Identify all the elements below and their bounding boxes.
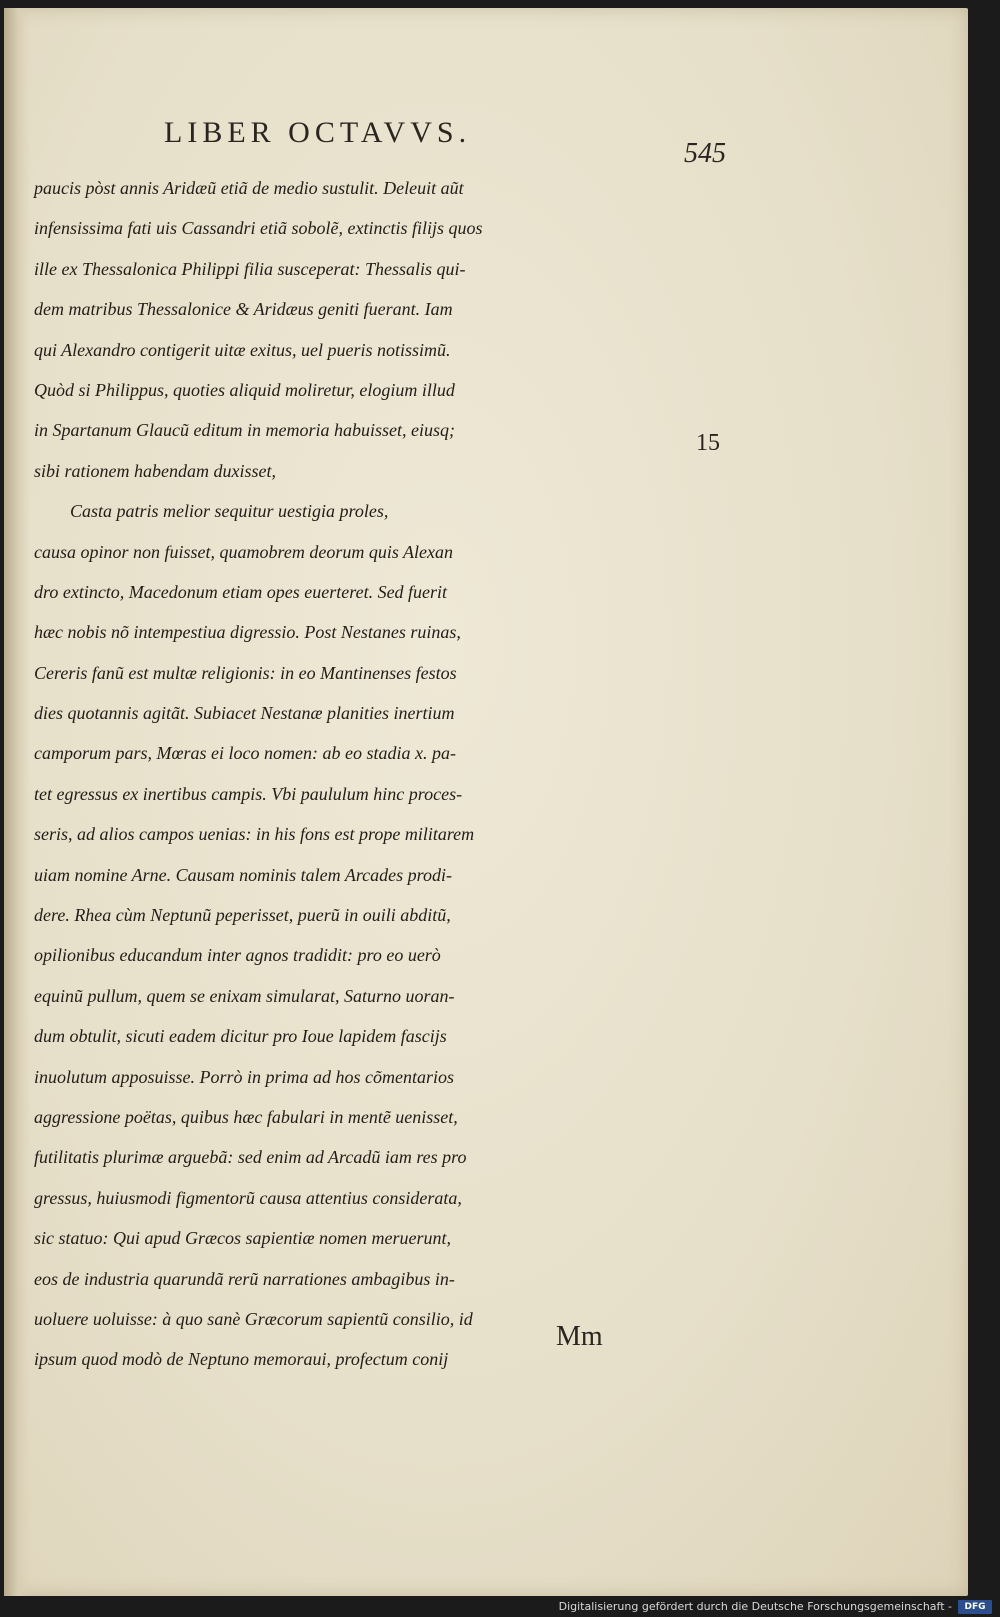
text-line: seris, ad alios campos uenias: in his fons est prope militarem — [34, 824, 475, 845]
text-line: aggressione poëtas, quibus hæc fabulari in mentẽ uenisset, — [34, 1106, 458, 1127]
text-line: dere. Rhea cùm Neptunũ peperisset, puerũ in ouili abditũ, — [34, 905, 451, 926]
text-line: gressus, huiusmodi figmentorũ causa attentius considerata, — [34, 1187, 462, 1208]
text-line: ipsum quod modò de Neptuno memoraui, profectum conij — [34, 1349, 449, 1370]
text-line: infensissima fati uis Cassandri etiã sobolẽ, extinctis filijs quos — [34, 218, 483, 239]
text-line: opilionibus educandum inter agnos tradidit: pro eo uerò — [34, 945, 441, 966]
text-line: Cereris fanũ est multæ religionis: in eo Mantinenses festos — [34, 662, 457, 683]
page-gutter-shadow — [4, 8, 30, 1596]
margin-line-number: 15 — [696, 430, 720, 456]
page-number: 545 — [684, 138, 726, 169]
funding-credit: Digitalisierung gefördert durch die Deutsche Forschungsgemeinschaft - — [558, 1600, 952, 1613]
body-text — [34, 168, 754, 1380]
text-line: sic statuo: Qui apud Græcos sapientiæ nomen meruerunt, — [34, 1228, 451, 1249]
text-line: eos de industria quarundã rerũ narrationes ambagibus in- — [34, 1268, 455, 1289]
text-line: dum obtulit, sicuti eadem dicitur pro Ioue lapidem fascijs — [34, 1026, 447, 1047]
text-line: uoluere uoluisse: à quo sanè Græcorum sapientũ consilio, id — [34, 1308, 473, 1329]
dfg-logo-icon: DFG — [958, 1600, 992, 1614]
text-line: inuolutum apposuisse. Porrò in prima ad hos cõmentarios — [34, 1066, 455, 1087]
text-line: paucis pòst annis Aridæũ etiã de medio sustulit. Deleuit aũt — [34, 178, 464, 198]
text-line: causa opinor non fuisset, quamobrem deorum quis Alexan — [34, 541, 453, 562]
text-line: camporum pars, Mœras ei loco nomen: ab eo stadia x. pa- — [34, 743, 456, 764]
text-line: futilitatis plurimæ arguebã: sed enim ad Arcadũ iam res pro — [34, 1147, 467, 1168]
digitization-footer — [0, 1596, 1000, 1617]
text-line: dro extincto, Macedonum etiam opes euerteret. Sed fuerit — [34, 581, 448, 602]
text-line: qui Alexandro contigerit uitæ exitus, uel pueris notissimũ. — [34, 339, 451, 360]
text-line: dem matribus Thessalonice & Aridæus geniti fuerant. Iam — [34, 299, 453, 320]
book-page — [4, 8, 968, 1596]
text-line: in Spartanum Glaucũ editum in memoria habuisset, eiusq; — [34, 420, 455, 441]
text-line: Quòd si Philippus, quoties aliquid moliretur, elogium illud — [34, 379, 455, 400]
text-line: Casta patris melior sequitur uestigia proles, — [70, 501, 389, 522]
text-line: dies quotannis agitãt. Subiacet Nestanæ planities inertium — [34, 703, 455, 724]
signature-mark: Mm — [556, 1321, 603, 1352]
text-line: ille ex Thessalonica Philippi filia susceperat: Thessalis qui- — [34, 258, 466, 279]
running-head: LIBER OCTAVVS. — [164, 116, 472, 149]
text-line: equinũ pullum, quem se enixam simularat, Saturno uoran- — [34, 985, 455, 1006]
text-line: tet egressus ex inertibus campis. Vbi paululum hinc proces- — [34, 783, 463, 804]
text-line: hæc nobis nõ intempestiua digressio. Post Nestanes ruinas, — [34, 622, 461, 643]
text-line: uiam nomine Arne. Causam nominis talem Arcades prodi- — [34, 864, 452, 885]
text-line: sibi rationem habendam duxisset, — [34, 460, 276, 481]
